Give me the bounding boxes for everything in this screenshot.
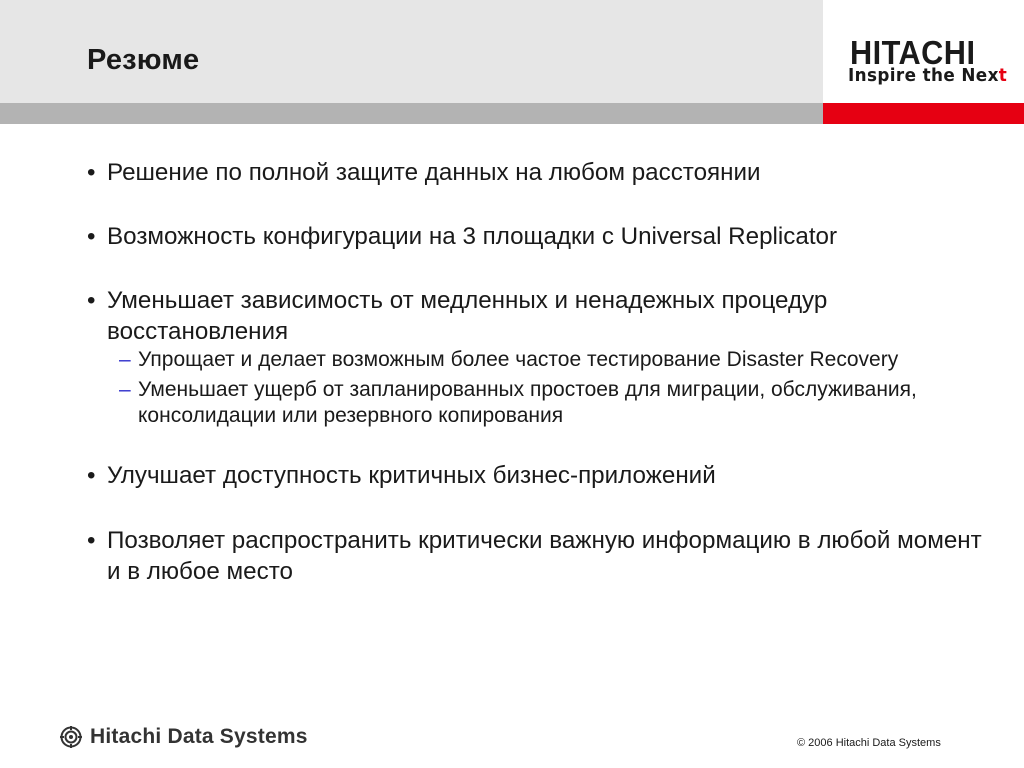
footer-company-name: Hitachi Data Systems — [90, 725, 308, 748]
sub-bullet-marker: – — [119, 378, 131, 401]
bullet-marker: • — [87, 527, 96, 554]
bullet-item — [85, 285, 985, 347]
bullet-item — [85, 221, 985, 252]
slide-title: Резюме — [87, 44, 200, 76]
footer-logo — [50, 717, 308, 757]
bullet-marker: • — [87, 462, 96, 489]
sub-bullet-item — [119, 347, 985, 373]
hitachi-wordmark: HITACHI — [850, 34, 976, 71]
bullet-marker: • — [87, 159, 96, 186]
content-body — [85, 157, 985, 587]
bullet-marker: • — [87, 287, 96, 314]
sub-bullet-marker: – — [119, 348, 131, 371]
sub-bullet-item — [119, 377, 985, 429]
bullet-item — [85, 460, 985, 491]
hds-emblem-icon — [60, 726, 82, 748]
bullet-text: Позволяет распространить критически важную информацию в любой момент и в любое место — [107, 527, 982, 585]
bullet-item — [85, 157, 985, 188]
bullet-marker: • — [87, 223, 96, 250]
hitachi-tagline — [848, 66, 1007, 86]
bullet-text: Улучшает доступность критичных бизнес-приложений — [107, 462, 716, 489]
sub-bullet-text: Упрощает и делает возможным более частое тестирование Disaster Recovery — [138, 348, 899, 371]
bullet-text: Решение по полной защите данных на любом расстоянии — [107, 159, 761, 186]
sub-bullet-text: Уменьшает ущерб от запланированных простоев для миграции, обслуживания, консолидации или резервного копирования — [138, 378, 917, 427]
bullet-text: Возможность конфигурации на 3 площадки с Universal Replicator — [107, 223, 838, 250]
bullet-item — [85, 525, 985, 587]
tagline-end: t — [998, 66, 1008, 86]
bullet-text: Уменьшает зависимость от медленных и ненадежных процедур восстановления — [107, 287, 828, 345]
tagline-main: Inspire the Nex — [848, 66, 999, 86]
header-stripe — [0, 103, 823, 124]
copyright-notice: © 2006 Hitachi Data Systems — [797, 737, 941, 749]
logo-red-bar — [823, 103, 1024, 124]
